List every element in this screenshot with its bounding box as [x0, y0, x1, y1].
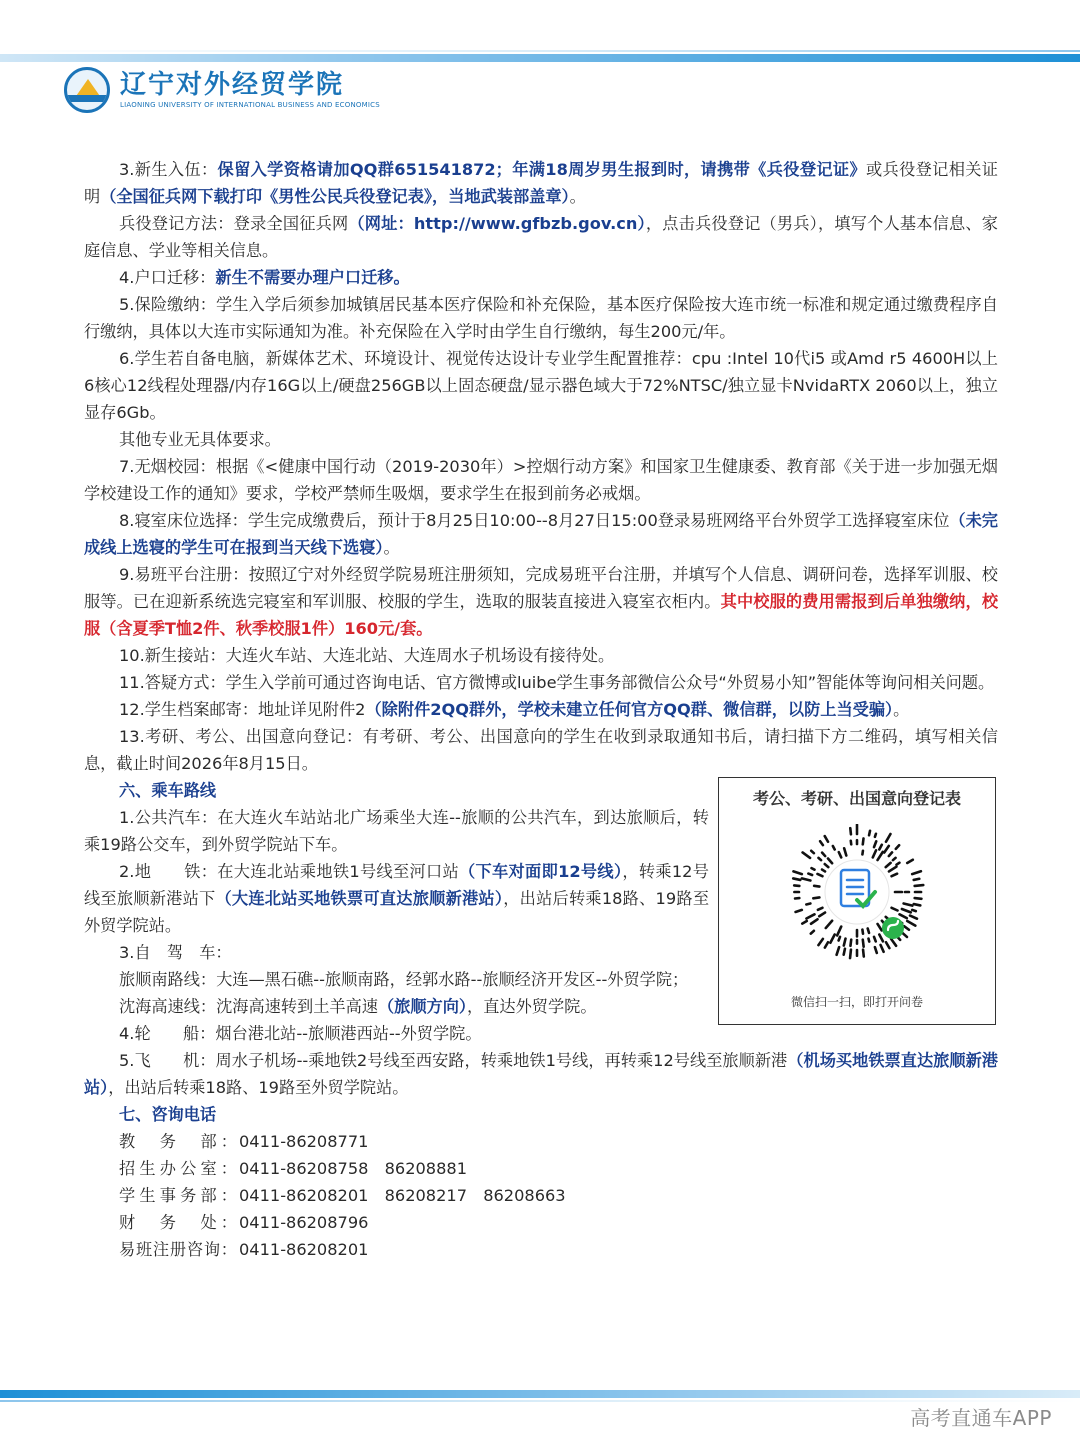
qr-title: 考公、考研、出国意向登记表: [752, 789, 961, 808]
item-enlistment-method: 兵役登记方法：登录全国征兵网（网址：http://www.gfbzb.gov.cn），点击兵役登记（男兵），填写个人基本信息、家庭信息、学业等相关信息。: [84, 214, 998, 260]
item-dorm: 8.寝室床位选择：学生完成缴费后，预计于8月25日10:00--8月27日15:00登录易班网络平台外贸学工选择寝室床位（未完成线上选寝的学生可在报到当天线下选寝）。: [84, 511, 998, 557]
top-decorative-bar: [0, 54, 1080, 62]
school-name-cn: 辽宁对外经贸学院: [120, 70, 345, 100]
contacts-title: 七、咨询电话: [119, 1105, 217, 1124]
school-name: [120, 70, 380, 110]
contact-phone[interactable]: 0411-86208201 86208217 86208663: [239, 1186, 566, 1205]
contact-phone[interactable]: 0411-86208201: [239, 1240, 369, 1259]
route-title: 六、乘车路线: [119, 781, 217, 800]
bottom-decorative-bar: [0, 1390, 1080, 1398]
contact-label: 易班注册咨询：: [119, 1240, 237, 1259]
item-intent-registration: 13.考研、考公、出国意向登记：有考研、考公、出国意向的学生在收到录取通知书后，请扫描下方二维码，填写相关信息，截止时间2026年8月15日。: [84, 727, 998, 773]
route-ship: 4.轮 船：烟台港北站--旅顺港西站--外贸学院。: [119, 1024, 482, 1043]
watermark: 高考直通车APP: [910, 1406, 1052, 1430]
route-metro: 2.地 铁：在大连北站乘地铁1号线至河口站（下车对面即12号线），转乘12号线至旅顺新港站下（大连北站买地铁票可直达旅顺新港站），出站后转乘18路、19路至外贸学院站。: [84, 862, 710, 935]
item-computer-other: 其他专业无具体要求。: [119, 430, 281, 449]
contact-row: [84, 1128, 998, 1155]
route-drive-title: 3.自 驾 车：: [119, 943, 232, 962]
contact-row: [84, 1209, 998, 1236]
school-name-en: LIAONING UNIVERSITY OF INTERNATIONAL BUSINESS AND ECONOMICS: [120, 101, 380, 109]
contact-row: [84, 1236, 998, 1263]
contact-phone[interactable]: 0411-86208771: [239, 1132, 369, 1151]
item-computer: 6.学生若自备电脑，新媒体艺术、环境设计、视觉传达设计专业学生配置推荐：cpu :Intel 10代i5 或Amd r5 4600H以上6核心12线程处理器/内存16G以上/硬盘256GB以上固态硬盘/显示器色域大于72%NTSC/独立显卡NvidaRTX 2060以上，独立显存6Gb。: [84, 349, 998, 422]
qr-caption: 微信扫一扫，即打开问卷: [790, 995, 923, 1009]
item-archives: 12.学生档案邮寄：地址详见附件2（除附件2QQ群外，学校未建立任何官方QQ群、微信群，以防上当受骗）。: [119, 700, 910, 719]
contact-row: [84, 1155, 998, 1182]
wechat-miniprogram-qr-code[interactable]: [789, 824, 925, 960]
route-plane: 5.飞 机：周水子机场--乘地铁2号线至西安路，转乘地铁1号线，再转乘12号线至旅顺新港（机场买地铁票直达旅顺新港站），出站后转乘18路、19路至外贸学院站。: [84, 1051, 998, 1097]
qr-registration-box: [718, 777, 996, 1025]
contact-phone[interactable]: 0411-86208758 86208881: [239, 1159, 468, 1178]
route-bus: 1.公共汽车：在大连火车站站北广场乘坐大连--旅顺的公共汽车，到达旅顺后，转乘19路公交车，到外贸学院站下车。: [84, 808, 709, 854]
route-drive-south: 旅顺南路线：大连—黑石礁--旅顺南路，经郭水路--旅顺经济开发区--外贸学院；: [119, 970, 689, 989]
item-smoke-free: 7.无烟校园：根据《<健康中国行动（2019-2030年）>控烟行动方案》和国家卫生健康委、教育部《关于进一步加强无烟学校建设工作的通知》要求，学校严禁师生吸烟，要求学生在报到前务必戒烟。: [84, 457, 998, 503]
contact-label: 教 务 部：: [119, 1132, 237, 1151]
route-section: [84, 777, 709, 1047]
notice-content: [84, 156, 998, 1263]
contact-phone[interactable]: 0411-86208796: [239, 1213, 369, 1232]
item-yiban: 9.易班平台注册：按照辽宁对外经贸学院易班注册须知，完成易班平台注册，并填写个人信息、调研问卷，选择军训服、校服等。已在迎新系统选完寝室和军训服、校服的学生，选取的服装直接进入寝室衣柜内。其中校服的费用需报到后单独缴纳，校服（含夏季T恤2件、秋季校服1件）160元/套。: [84, 565, 999, 638]
contact-row: [84, 1182, 998, 1209]
school-header: [64, 66, 380, 114]
school-logo-icon: [64, 67, 110, 113]
contact-list: [84, 1128, 998, 1263]
contact-label: 学生事务部：: [119, 1186, 237, 1205]
item-insurance: 5.保险缴纳：学生入学后须参加城镇居民基本医疗保险和补充保险，基本医疗保险按大连市统一标准和规定通过缴费程序自行缴纳，具体以大连市实际通知为准。补充保险在入学时由学生自行缴纳，每生200元/年。: [84, 295, 998, 341]
item-qa: 11.答疑方式：学生入学前可通过咨询电话、官方微博或luibe学生事务部微信公众号“外贸易小知”智能体等询问相关问题。: [119, 673, 995, 692]
contact-label: 招生办公室：: [119, 1159, 237, 1178]
item-enlistment: 3.新生入伍：保留入学资格请加QQ群651541872；年满18周岁男生报到时，请携带《兵役登记证》或兵役登记相关证明（全国征兵网下载打印《男性公民兵役登记表》，当地武装部盖章）。: [84, 160, 998, 206]
contact-label: 财 务 处：: [119, 1213, 237, 1232]
route-drive-highway: 沈海高速线：沈海高速转到土羊高速（旅顺方向），直达外贸学院。: [119, 997, 597, 1016]
route-and-qr: [84, 777, 998, 1047]
item-pickup: 10.新生接站：大连火车站、大连北站、大连周水子机场设有接待处。: [119, 646, 615, 665]
item-household: 4.户口迁移：新生不需要办理户口迁移。: [119, 268, 410, 287]
gfbzb-link[interactable]: （网址：http://www.gfbzb.gov.cn）: [348, 214, 646, 233]
